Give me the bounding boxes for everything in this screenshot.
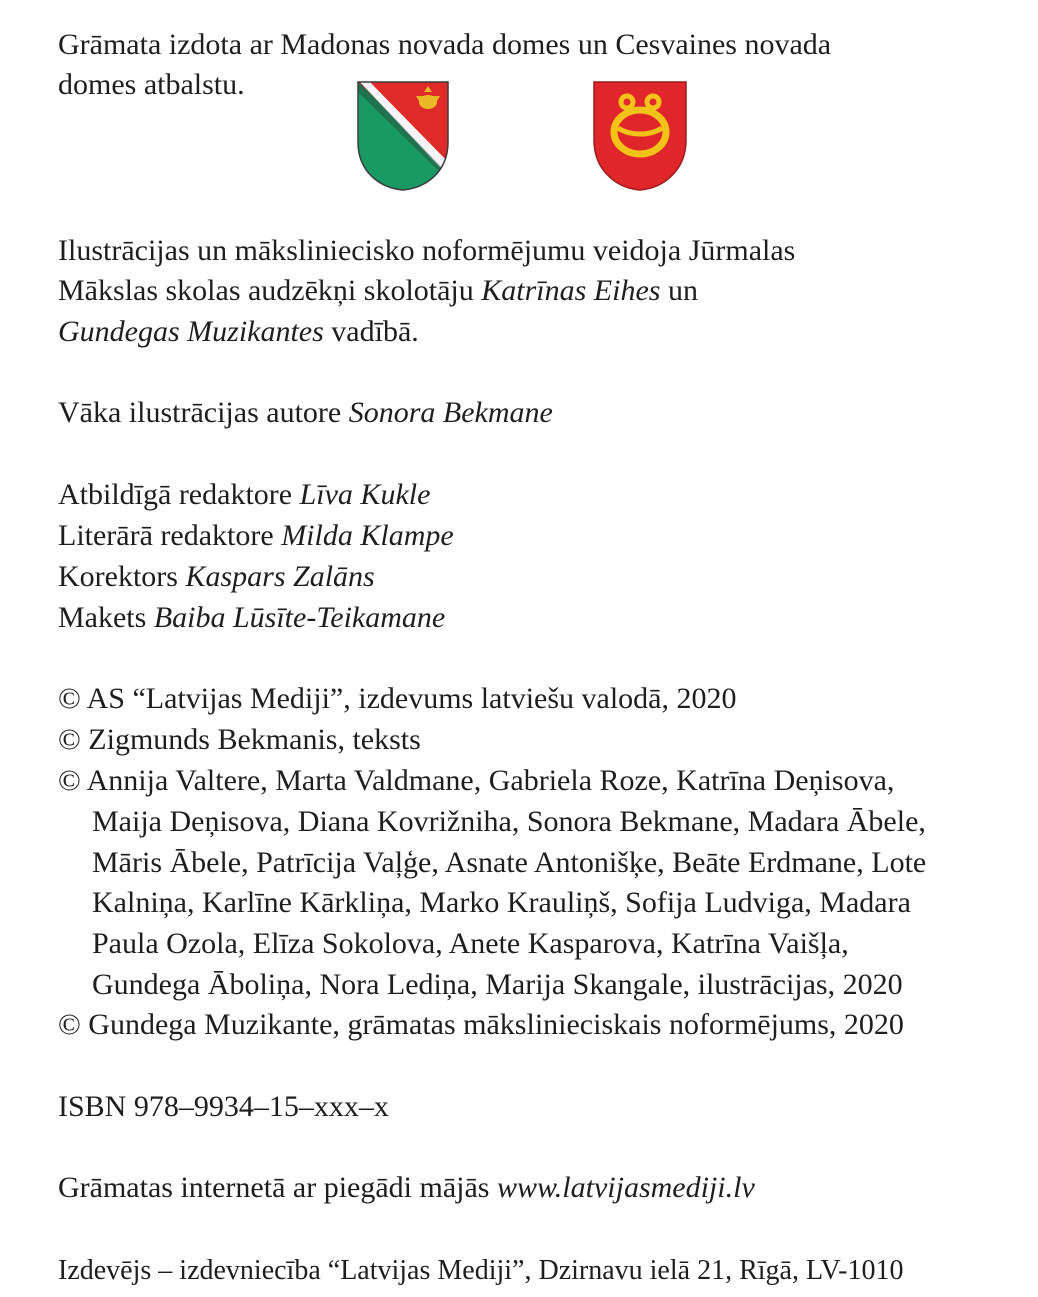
copyright-illustrators-line: Māris Ābele, Patrīcija Vaļģe, Asnate Antonišķe, Beāte Erdmane, Lote <box>92 846 927 879</box>
publisher-address: Izdevējs – izdevniecība “Latvijas Mediji”, Dzirnavu ielā 21, Rīgā, LV-1010 <box>58 1255 904 1286</box>
copyright-design: © Gundega Muzikante, grāmatas mākslinieciskais noformējums, 2020 <box>58 1008 904 1041</box>
illustrations-line-3: Gundegas Muzikantes vadībā. <box>58 315 419 348</box>
web-shop-line: Grāmatas internetā ar piegādi mājās www.latvijasmediji.lv <box>58 1171 755 1204</box>
copyright-illustrators-line: Paula Ozola, Elīza Sokolova, Anete Kasparova, Katrīna Vaišļa, <box>92 927 849 960</box>
credit-literary-editor: Literārā redaktore Milda Klampe <box>58 519 454 552</box>
web-url[interactable]: www.latvijasmediji.lv <box>496 1171 755 1204</box>
copyright-illustrators-line: Gundega Āboliņa, Nora Lediņa, Marija Skangale, ilustrācijas, 2020 <box>92 968 903 1001</box>
credit-layout: Makets Baiba Lūsīte-Teikamane <box>58 601 446 634</box>
copyright-illustrators-line: Maija Deņisova, Diana Kovrižniha, Sonora Bekmane, Madara Ābele, <box>92 805 926 838</box>
illustrations-line-1: Ilustrācijas un mākslinieciskо noformējumu veidoja Jūrmalas <box>58 234 796 267</box>
isbn: ISBN 978–9934–15–xxx–x <box>58 1090 389 1123</box>
teacher-name-2: Gundegas Muzikantes <box>58 315 324 348</box>
credit-editor: Atbildīgā redaktore Līva Kukle <box>58 478 431 511</box>
madona-coat-of-arms <box>356 80 450 192</box>
illustrations-line-2: Mākslas skolas audzēkņi skolotāju Katrīnas Eihes un <box>58 274 698 307</box>
cover-illustrator: Vāka ilustrācijas autore Sonora Bekmane <box>58 396 553 429</box>
support-line-2: domes atbalstu. <box>58 68 245 101</box>
copyright-publisher: © AS “Latvijas Mediji”, izdevums latviešu valodā, 2020 <box>58 682 737 715</box>
copyright-text: © Zigmunds Bekmanis, teksts <box>58 723 421 756</box>
support-line-1: Grāmata izdota ar Madonas novada domes un Cesvaines novada <box>58 28 832 61</box>
teacher-name-1: Katrīnas Eihes <box>481 274 661 307</box>
credit-proofreader: Korektors Kaspars Zalāns <box>58 560 375 593</box>
copyright-illustrators-line: © Annija Valtere, Marta Valdmane, Gabriela Roze, Katrīna Deņisova, <box>58 764 895 797</box>
cesvaine-coat-of-arms <box>592 80 688 192</box>
copyright-illustrators-line: Kalniņa, Karlīne Kārkliņa, Marko Krauliņš, Sofija Ludviga, Madara <box>92 886 911 919</box>
